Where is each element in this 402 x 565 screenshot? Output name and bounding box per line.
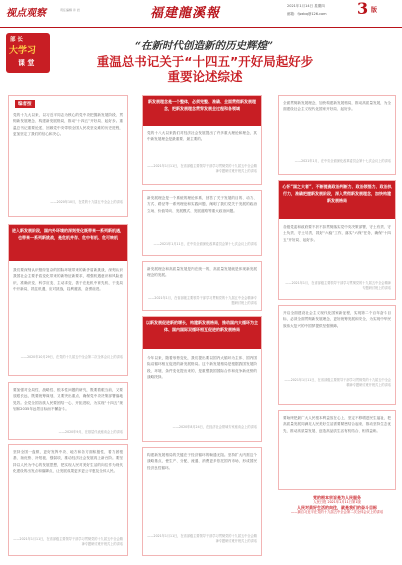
intro-source: ——2020年10月，在党的十九届五中全会上的讲话 [50,200,123,204]
section3-source: ——2021年1月11日，在省部级主要领导干部学习贯彻党的十九届五中全会精神专题研讨班开班式上的讲话 [13,537,123,546]
middle-column-top [142,95,262,185]
page-header [0,0,402,28]
footer-line-3: 人民对美好生活的向往，就是我们的奋斗目标 [297,505,377,510]
section1-source: ——2020年10月29日，在党的十九届五中全会第二次全体会议上的讲话 [20,355,123,359]
middle-column-block5 [142,447,262,556]
middle-column-block4 [142,316,262,442]
middle-column-block3 [142,261,262,311]
editor-line: 责任编辑 许 岩 [60,8,80,12]
headline-line-1: 重温总书记关于“十四五”开好局起好步 [96,54,314,69]
mid-source-3: ——2021年1月，在省部级主要领导干部学习贯彻党的十九届五中全会精神专题研讨班上的讲话 [148,296,257,305]
badge-line-3: 课 堂 [18,59,35,67]
mid-body-2: 新发展理念是一个系统的理论体系，回答了关于发展的目的、动力、方式、路径等一系列理论和实践问题，阐明了我们党关于发展的政治立场、价值导向、发展模式、发展道路等重大政治问题。 [147,196,257,213]
page-number: 3 [357,0,369,18]
section2-body: 要加强对全局性、战略性、根本性问题的研究，既要着眼当前，又要放眼长远，既要统筹谋划，又要突出重点，确保党中央决策部署落地见效。全党全国各族人民要团结一心、开拓进取，为实现“十四五”规划和2035年远景目标而不懈奋斗。 [13,388,123,412]
right-column-block3 [278,305,396,405]
mid-body-1: 党的十八大以来我们对经济社会发展提出了许多重大理论和理念，其中新发展理念是最重要、最主要的。 [147,131,257,142]
intro-body: 党的十九大以来，以习近平同志为核心的党中央把握新发展阶段、贯彻新发展理念、构建新发展格局，推动“十四五”开好局、起好步。重温总书记重要论述，回顾党中央带领全国人民攻坚克难的历史进程，更加坚定了我们的信心和决心。 [13,113,123,137]
right-column-block2 [278,180,396,300]
right-column-block4 [278,410,396,490]
page-suffix: 版 [371,7,378,14]
badge-line-1: 部 长 [10,37,23,43]
section3-body: 坚持全国一盘棋，更好发挥中央、地方和各方面积极性，着力固根基、扬优势、补短板、强弱项，推动经济社会发展再上新台阶。要坚持以人民为中心的发展思想，把实现人民对美好生活的向往作为现代化建设的出发点和落脚点，让发展成果更多更公平惠及全体人民。 [13,450,123,474]
article-subtitle: “在新时代创造新的历史辉煌” [135,40,274,52]
right-body-1: 全面贯彻新发展理念，加快构建新发展格局，推动高质量发展，为全面建设社会主义现代化国家开好局、起好步。 [283,101,391,112]
right-column-top [278,95,396,175]
footer-quote-card [284,495,390,555]
mid-source-1: ——2021年1月11日，在省部级主要领导干部学习贯彻党的十九届五中全会精神专题研讨班开班式上的讲话 [147,164,257,173]
section1-heading: 进入新发展阶段，国内外环境的深刻变化既带来一系列新机遇，也带来一系列新挑战，是危机并存、危中有机、危可转机 [9,225,127,261]
right-source-3: ——2021年1月11日，在省部级主要领导干部学习贯彻党的十九届五中全会精神专题研讨班开班式上的讲话 [284,378,391,387]
right-body-4: 要始终把最广大人民根本利益放在心上，坚定不移增进民生福祉，把高质量发展同满足人民美好生活需要紧密结合起来，推动坚持生态优先、推动高质量发展、创造高品质生活有机结合、相得益彰。 [283,416,391,433]
mid-source-5: ——2021年1月11日，在省部级主要领导干部学习贯彻党的十九届五中全会精神专题研讨班开班式上的讲话 [147,534,257,543]
footer-line-1: 党的根本宗旨是为人民服务 [313,495,361,500]
editor-note-tag: 编者按 [15,100,35,108]
footer-line-4: ——摘自习近平在党的十九届五中全会第二次全体会议上的讲话 [290,510,384,514]
section1-body: 我们要深刻认识错综复杂的国际环境带来的新矛盾新挑战，深刻认识我国社会主要矛盾变化带来的新特征新要求，增强机遇意识和风险意识，准确识变、科学应变、主动求变，善于在危机中育先机、于变局中开新局，抓住机遇，应对挑战，趋利避害，奋勇前进。 [13,268,123,292]
mid-source-4: ——2020年8月24日，在经济社会领域专家座谈会上的讲话 [172,425,257,429]
newspaper-masthead: 福建龍溪報 [150,6,221,21]
badge-line-2: 大学习 [9,46,37,56]
contact-email: 邮箱：fjzzbq@126.com [287,12,327,16]
right-heading-1: 心怀“国之大者”，不断提高政治判断力、政治领悟力、政治执行力，准确把握新发展阶段，深入贯彻新发展理念，加快构建新发展格局 [279,181,395,219]
left-column-section1 [8,224,128,376]
right-source-1: ——2021年1月，在中央全面深化改革委员会第十七次会议上的讲话 [294,159,391,163]
middle-column-block2 [142,190,262,256]
mid-heading-1: 新发展理念是一个整体，必须完整、准确、全面贯彻新发展理念，把新发展理念贯穿发展全过程和各领域 [143,96,261,126]
right-body-2: 各级党委和政府要不折不扣贯彻落实党中央决策部署，守土有责、守土负责、守土尽责，抓好“六稳”工作，落实“六保”任务，确保“十四五”开好局、起好步。 [283,225,391,242]
section2-source: ——2020年9月，在基层代表座谈会上的讲话 [58,430,123,434]
article-headline [75,54,335,84]
issue-date: 2021年1月14日 星期四 [287,4,325,8]
left-column-section2 [8,382,128,440]
mid-body-4: 今年以来，随着形势变化，我们提出要以国内大循环为主体、国内国际双循环相互促进的新发展格局。这个新发展格局是根据我国发展阶段、环境、条件变化提出来的，是重塑我国国际合作和竞争新优势的战略抉择。 [147,356,257,380]
mid-body-5: 构建新发展格局的关键在于经济循环的畅通无阻。坚持扩大内需这个战略基点，使生产、分配、流通、消费更多依托国内市场，形成国民经济良性循环。 [147,453,257,470]
mid-source-2: ——2021年1月11日，在中央全面深化改革委员会第十七次会议上的讲话 [153,242,257,246]
mid-body-3: 新发展理念和高质量发展是内在统一的，高质量发展就是体现新发展理念的发展。 [147,267,257,278]
right-body-3: 开启全面建设社会主义现代化国家新征程，实现第二个百年奋斗目标，必须全面贯彻新发展理念，更好统筹发展和安全，为实现中华民族伟大复兴的中国梦提供坚强保障。 [283,311,391,328]
footer-line-2: 人民日报 2021年1月11日第1版 [313,500,361,504]
left-column-intro [8,95,128,217]
headline-line-2: 重要论述综述 [167,69,243,84]
column-badge [6,33,50,73]
right-source-2: ——2021年1月，在省部级主要领导干部学习贯彻党的十九届五中全会精神专题研讨班上的讲话 [285,281,391,290]
section-name: 视点观察 [6,8,46,19]
left-column-section3 [8,444,128,556]
mid-heading-2: 以新发展促进新的增长，构建新发展格局，推动国内大循环为主体、国内国际双循环相互促进的新发展格局 [143,317,261,349]
